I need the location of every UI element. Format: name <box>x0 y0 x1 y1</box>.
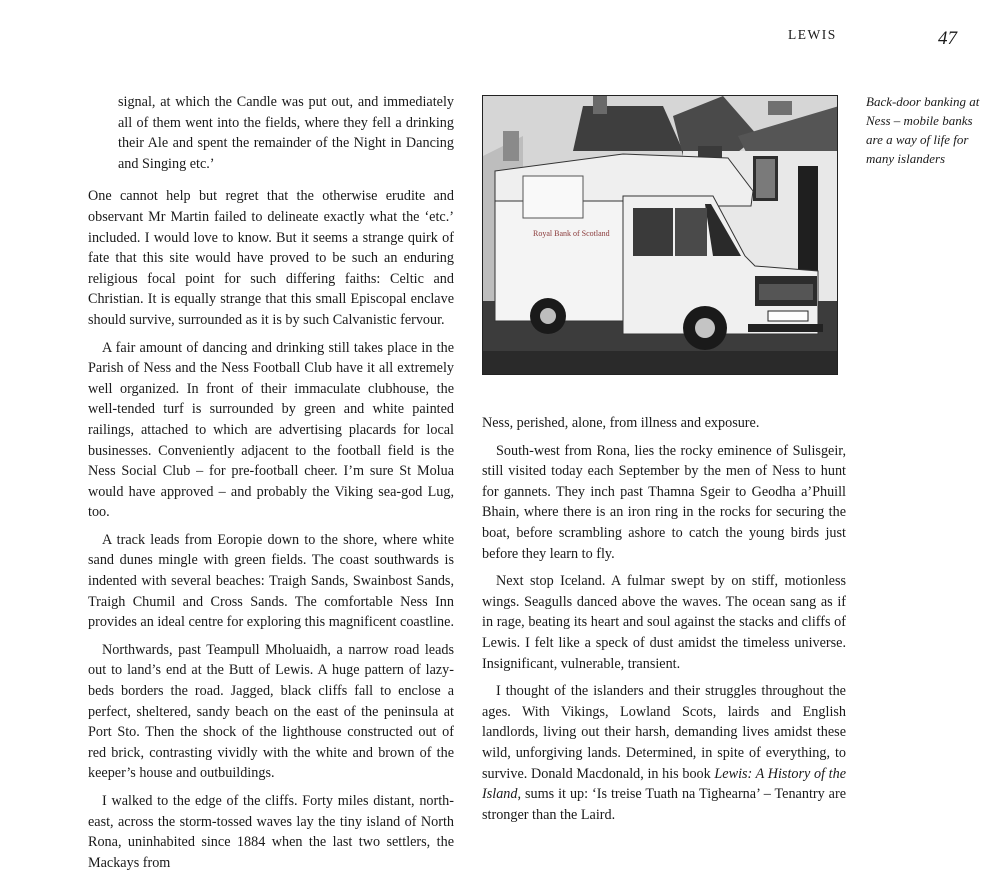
paragraph: Next stop Iceland. A fulmar swept by on stiff, motionless wings. Seagulls danced above the waves. The ocean sang as if in rage, beating its heart and soul against the stacks and cliffs of Lewis. I felt like a speck of dust amidst the timeless universe. Insignificant, vulnerable, transient. <box>482 573 846 672</box>
block-quote: signal, at which the Candle was put out, and immediately all of them went into the fields, where they fell a drinking their Ale and spent the remainder of the Night in Dancing and Singing etc.’ <box>118 94 454 172</box>
van-photo-illustration <box>483 96 838 375</box>
paragraph <box>482 681 846 825</box>
paragraph: A fair amount of dancing and drinking still takes place in the Parish of Ness and the Ness Football Club have it all extremely well organized. In front of their immaculate clubhouse, the well-tended turf is surrounded by green and white painted railings, attached to which are advertising placards for local businesses. Conveniently adjacent to the football field is the Ness Social Club – for pre-football cheer. I’m sure St Molua would have approved – and probably the Viking sea-god Lug, too. <box>88 339 454 521</box>
right-column <box>482 413 846 825</box>
photo-caption <box>866 92 981 168</box>
left-column <box>88 92 454 873</box>
paragraph: Northwards, past Teampull Mholuaidh, a narrow road leads out to land’s end at the Butt of Lewis. A huge pattern of lazy-beds borders the road. Jagged, black cliffs fall to enclose a perfect, sheltered, sandy beach on the east of the peninsula at Port Sto. Then the shock of the lighthouse constructed out of red brick, contrasting vividly with the white and brown of the keeper’s house and outbuildings. <box>88 641 454 782</box>
running-head: LEWIS <box>788 27 837 42</box>
paragraph: South-west from Rona, lies the rocky eminence of Sulisgeir, still visited today each September by the men of Ness to hunt for gannets. They inch past Thamna Sgeir to Geodha a’Phuill Bhain, where there is an iron ring in the rocks for securing the boat, before scrambling ashore to catch the young birds just before they learn to fly. <box>482 442 846 562</box>
van-lettering: Royal Bank of Scotland <box>533 229 610 238</box>
paragraph: I walked to the edge of the cliffs. Forty miles distant, north-east, across the storm-tossed waves lay the tiny island of North Rona, uninhabited since 1884 when the last two settlers, the Mackays from <box>88 793 454 871</box>
paragraph-text: , sums it up: ‘Is treise Tuath na Tighearna’ – Tenantry are stronger than the Laird. <box>482 786 846 823</box>
paragraph-text: I thought of the islanders and their struggles throughout the ages. With Vikings, Lowland Scots, lairds and English landlords, living out their harsh, demanding lives amidst these wild, unforgiving lands. Determined, in spite of everything, to survive. Donald Macdonald, in his book <box>482 683 846 782</box>
paragraph: A track leads from Eoropie down to the shore, where white sand dunes mingle with green fields. The coast southwards is indented with several beaches: Traigh Sands, Swainbost Sands, Traigh Chumil and Cross Sands. The comfortable Ness Inn provides an ideal centre for exploring this magnificent coastline. <box>88 531 454 631</box>
book-title: Lewis: A History of the Island <box>482 765 847 803</box>
paragraph: One cannot help but regret that the otherwise erudite and observant Mr Martin failed to delineate exactly what the ‘etc.’ included. I would love to know. But it seems a strange quirk of fate that this site would have proved to be such an enduring religious focal point for such differing faiths: Celtic and Christian. It is equally strange that this small Episcopal enclave should survive, surrounded as it is by such Calvanistic fervour. <box>88 188 454 328</box>
page-number: 47 <box>938 28 957 49</box>
caption-text: Back-door banking at Ness – mobile banks are a way of life for many islanders <box>866 94 980 166</box>
mobile-bank-photo <box>482 95 838 375</box>
paragraph: Ness, perished, alone, from illness and exposure. <box>482 415 760 431</box>
